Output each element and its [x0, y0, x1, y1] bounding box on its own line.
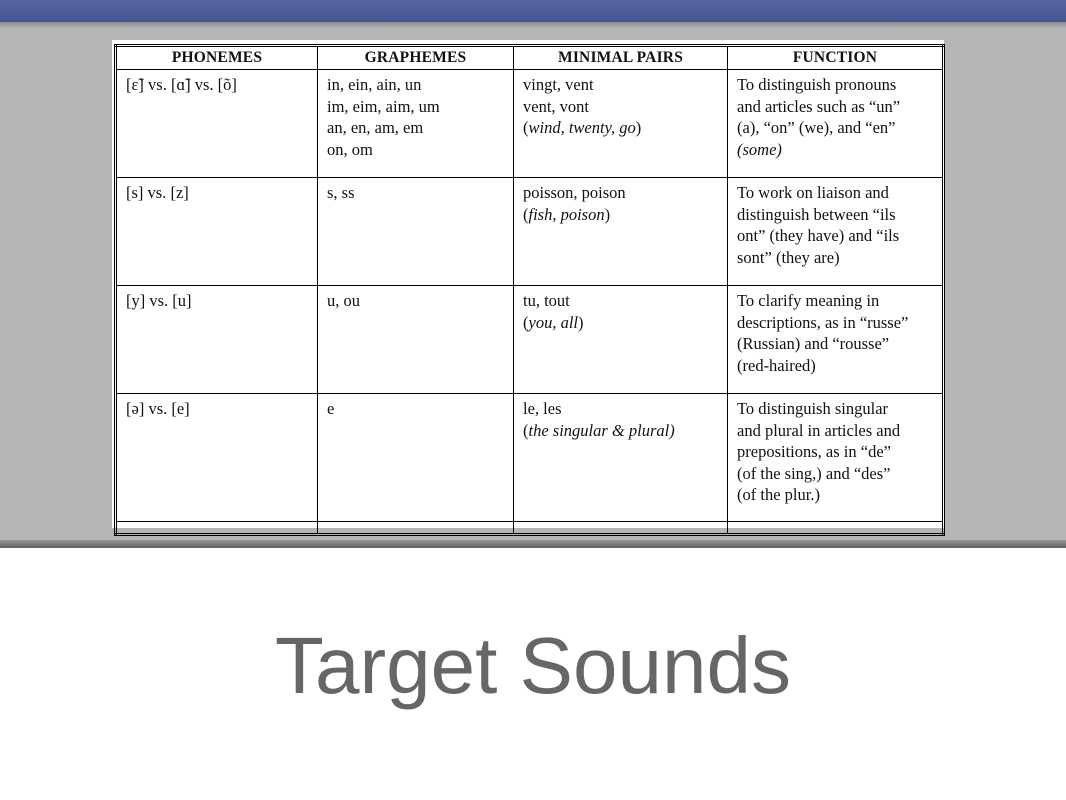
pair-gloss: (you, all)	[523, 312, 584, 332]
phonemes-text: [y] vs. [u]	[126, 291, 192, 310]
top-bar-shadow	[0, 22, 1066, 28]
function-cell	[728, 286, 944, 394]
phonemes-cell	[116, 178, 318, 286]
footer-cell	[728, 522, 944, 535]
table-footer-row	[116, 522, 944, 535]
table-header-row	[116, 46, 944, 70]
function-line: (of the sing,) and “des”	[737, 463, 891, 483]
function-line: and plural in articles and	[737, 420, 901, 440]
pair-gloss: (wind, twenty, go)	[523, 118, 642, 137]
grapheme-line: u, ou	[327, 291, 360, 310]
phonemes-text: [ɛ̃] vs. [ɑ̃] vs. [õ]	[126, 75, 237, 94]
grapheme-line: s, ss	[327, 183, 355, 202]
function-line: ont” (they have) and “ils	[737, 226, 900, 245]
panel-bottom-shadow	[0, 540, 1066, 548]
function-cell	[728, 70, 944, 178]
minimal-pairs-cell	[514, 178, 728, 286]
minimal-pairs-cell	[514, 394, 728, 522]
table-row	[116, 286, 944, 394]
pair-line: vent, vont	[523, 96, 589, 116]
table-row	[116, 178, 944, 286]
phoneme-table-image	[112, 40, 944, 528]
function-line: To clarify meaning in	[737, 291, 880, 310]
header-minimal-pairs: MINIMAL PAIRS	[514, 46, 728, 70]
header-phonemes: PHONEMES	[116, 46, 318, 70]
phonemes-text: [s] vs. [z]	[126, 183, 189, 202]
pair-line: poisson, poison	[523, 183, 626, 202]
table-row	[116, 394, 944, 522]
slide-top-bar	[0, 0, 1066, 22]
function-line: To distinguish singular	[737, 399, 889, 418]
function-line: To distinguish pronouns	[737, 75, 897, 94]
grapheme-line: in, ein, ain, un	[327, 75, 422, 94]
graphemes-cell	[318, 394, 514, 522]
graphemes-cell	[318, 70, 514, 178]
function-line: descriptions, as in “russe”	[737, 312, 909, 332]
phonemes-cell	[116, 286, 318, 394]
function-line: To work on liaison and	[737, 183, 889, 202]
grapheme-line: im, eim, aim, um	[327, 96, 440, 116]
grapheme-line: e	[327, 399, 335, 418]
function-line: prepositions, as in “de”	[737, 442, 891, 461]
function-line: sont” (they are)	[737, 247, 840, 267]
function-line: (Russian) and “rousse”	[737, 334, 890, 353]
function-cell	[728, 394, 944, 522]
function-line: distinguish between “ils	[737, 204, 896, 224]
phonemes-cell	[116, 394, 318, 522]
function-line: (a), “on” (we), and “en”	[737, 118, 896, 137]
footer-cell	[116, 522, 318, 535]
minimal-pairs-cell	[514, 70, 728, 178]
function-line: and articles such as “un”	[737, 96, 901, 116]
slide-title: Target Sounds	[275, 621, 791, 710]
graphemes-cell	[318, 178, 514, 286]
grapheme-line: on, om	[327, 139, 373, 159]
header-graphemes: GRAPHEMES	[318, 46, 514, 70]
header-function: FUNCTION	[728, 46, 944, 70]
pair-line: tu, tout	[523, 291, 570, 310]
graphemes-cell	[318, 286, 514, 394]
table-row	[116, 70, 944, 178]
grapheme-line: an, en, am, em	[327, 118, 424, 137]
minimal-pairs-cell	[514, 286, 728, 394]
function-line: (of the plur.)	[737, 485, 820, 504]
function-line: (red-haired)	[737, 355, 816, 375]
function-line: (some)	[737, 139, 782, 159]
pair-gloss: (fish, poison)	[523, 204, 611, 224]
pair-line: vingt, vent	[523, 75, 594, 94]
footer-cell	[318, 522, 514, 535]
footer-cell	[514, 522, 728, 535]
pair-line: le, les	[523, 399, 562, 418]
phonemes-cell	[116, 70, 318, 178]
pair-gloss: (the singular & plural)	[523, 420, 675, 440]
phonemes-text: [ə] vs. [e]	[126, 399, 190, 418]
function-cell	[728, 178, 944, 286]
phoneme-table	[114, 44, 945, 536]
